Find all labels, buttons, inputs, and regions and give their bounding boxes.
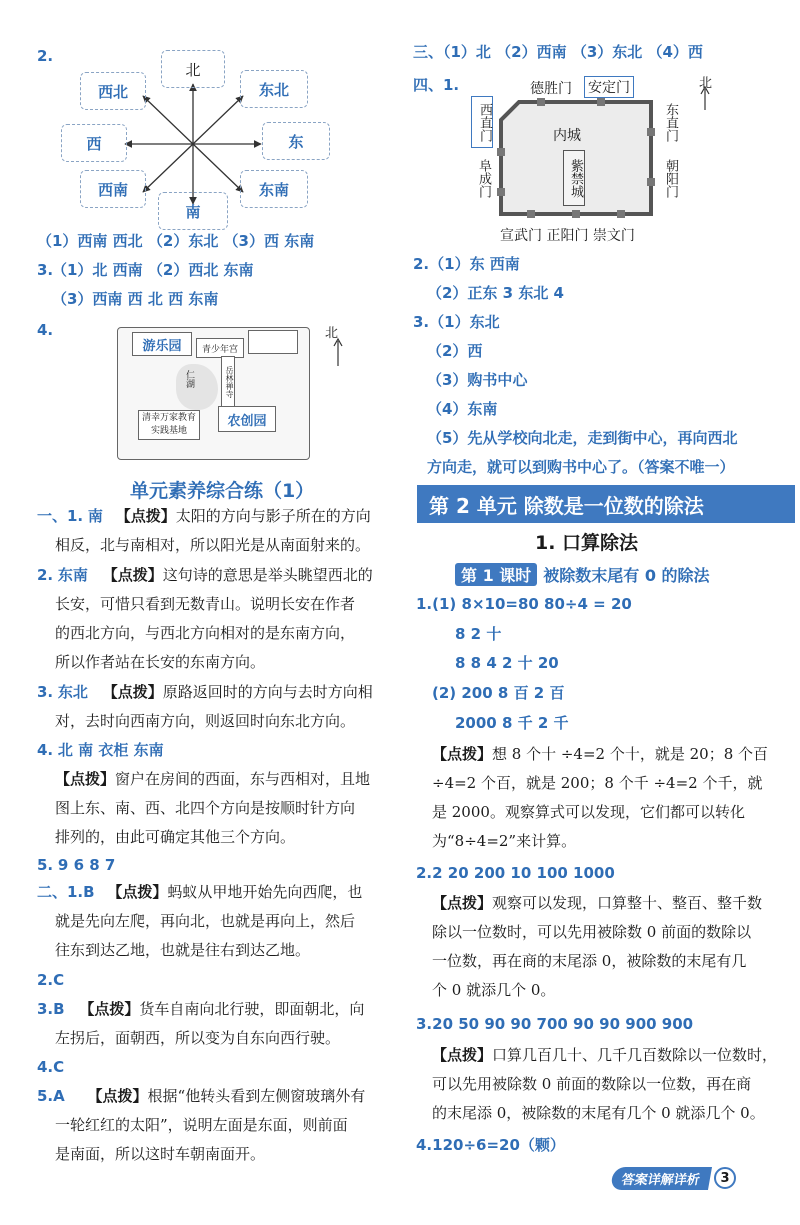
q2-answer: （1）西南 西北 （2）东北 （3）西 东南 (37, 232, 315, 250)
map-yuelin: 岳林禅寺 (221, 356, 235, 408)
r-section3-answer: 三、（1）北 （2）西南 （3）东北 （4）西 (413, 43, 703, 61)
compass-west-box: 西 (61, 124, 127, 162)
compass-southwest-box: 西南 (80, 170, 146, 208)
compass-east-box: 东 (262, 122, 330, 160)
sub-title: 1. 口算除法 (535, 532, 639, 554)
compass-southeast-box: 东南 (240, 170, 308, 208)
r3-line5a: （5）先从学校向北走，走到街中心，再向西北 (427, 429, 738, 447)
gate-anding: 安定门 (584, 76, 634, 98)
a1-tip-line4: 为“8÷4=2”来计算。 (432, 832, 577, 850)
r3-line5b: 方向走，就可以到购书中心了。（答案不唯一） (427, 458, 735, 476)
s3-line2: 对，去时向西南方向，则返回时向东北方向。 (55, 712, 356, 730)
north-arrow-icon (332, 338, 344, 368)
a3-tip-line1: 【点拨】口算几百几十、几千几百数除以一位数时， (432, 1046, 778, 1064)
q3-answer-line1: （1）北 西南 （2）西北 东南 (52, 261, 254, 279)
footer-tag (612, 1165, 762, 1191)
s1-line1: 一、1. 南 【点拨】太阳的方向与影子所在的方向 (37, 507, 371, 525)
map-renhu: 仁湖 (184, 370, 194, 388)
r3-line4: （4）东南 (427, 400, 498, 418)
t1-line3: 往东到达乙地，也就是往右到达乙地。 (55, 941, 311, 959)
practice-title: 单元素养综合练（1） (130, 480, 315, 502)
t1-line2: 就是先向左爬，再向北，也就是再向上，然后 (55, 912, 356, 930)
a2-tip-line1: 【点拨】观察可以发现，口算整十、整百、整千数 (432, 894, 763, 912)
map-q4-north-label: 北 (325, 326, 339, 341)
a3-tip-line2: 可以先用被除数 0 前面的数除以一位数，再在商 (432, 1075, 752, 1093)
a2-tip-line4: 个 0 就添几个 0。 (432, 981, 556, 999)
q3-answer-line2: （3）西南 西 北 西 东南 (52, 290, 219, 308)
r2-line1: 2.（1）东 西南 (413, 255, 520, 273)
a4-line: 4.120÷6=20（颗） (416, 1136, 565, 1154)
t3-line1: 3.B 【点拨】货车自南向北行驶，即面朝北，向 (37, 1000, 365, 1018)
a1-line3: 8 8 4 2 十 20 (455, 654, 559, 672)
r3-line3: （3）购书中心 (427, 371, 528, 389)
s4-line4: 排列的，由此可确定其他三个方向。 (55, 828, 296, 846)
unit-banner: 第 2 单元 除数是一位数的除法 (417, 485, 795, 523)
t5-line1: 5.A 【点拨】根据“他转头看到左侧窗玻璃外有 (37, 1087, 366, 1105)
map-youleyuan: 游乐园 (132, 332, 192, 356)
a3-tip-line3: 的末尾添 0，被除数的末尾有几个 0 就添几个 0。 (432, 1104, 765, 1122)
city-north-label: 北 (699, 76, 713, 91)
s3-line1: 3. 东北 【点拨】原路返回时的方向与去时方向相 (37, 683, 373, 701)
a1-line1: 1.(1) 8×10=80 80÷4 = 20 (416, 595, 632, 613)
r3-line2: （2）西 (427, 342, 483, 360)
s2-line1: 2. 东南 【点拨】这句诗的意思是举头眺望西北的 (37, 566, 373, 584)
gate-desheng: 德胜门 (530, 81, 572, 97)
city-neicheng: 内城 (553, 128, 581, 144)
gate-xizhi: 西直门 (471, 96, 493, 148)
s4-line3: 图上东、南、西、北四个方向是按顺时针方向 (55, 799, 356, 817)
t5-line2: 一轮红红的太阳”，说明左面是东面，则前面 (55, 1116, 348, 1134)
s2-line3: 的西北方向，与西北方向相对的是东南方向， (55, 624, 356, 642)
map-blank-box (248, 330, 298, 354)
compass-south-box: 南 (158, 192, 228, 230)
r-section4-number: 四、1. (413, 76, 460, 94)
gate-dongzhi: 东直门 (663, 102, 678, 142)
page-number: 3 (714, 1167, 736, 1189)
map-q4 (117, 327, 310, 460)
r3-line1: 3.（1）东北 (413, 313, 500, 331)
a1-tip-line2: ÷4=2 个百，就是 200；8 个千 ÷4=2 个千，就 (432, 774, 763, 792)
gates-south: 宣武门 正阳门 崇文门 (500, 228, 635, 244)
q4-number: 4. (37, 321, 54, 339)
s5-line: 5. 9 6 8 7 (37, 856, 116, 874)
a1-tip-line1: 【点拨】想 8 个十 ÷4=2 个十，就是 20；8 个百 (432, 745, 769, 763)
compass-northwest-box: 西北 (80, 72, 146, 110)
s1-line2: 相反，北与南相对，所以阳光是从南面射来的。 (55, 536, 371, 554)
a1-tip-line3: 是 2000。观察算式可以发现，它们都可以转化 (432, 803, 745, 821)
s2-line4: 所以作者站在长安的东南方向。 (55, 653, 266, 671)
t5-line3: 是南面，所以这时车朝南面开。 (55, 1145, 266, 1163)
q3-number: 3. (37, 261, 54, 279)
map-qingshaonian: 青少年宫 (196, 338, 244, 358)
t1-line1: 二、1.B 【点拨】蚂蚁从甲地开始先向西爬，也 (37, 883, 363, 901)
a2-tip-line3: 一位数，再在商的末尾添 0，被除数的末尾有几 (432, 952, 747, 970)
q2-number: 2. (37, 47, 54, 65)
compass-north-box: 北 (161, 50, 225, 88)
map-qingdi: 清幸万家教育实践基地 (138, 410, 200, 440)
compass-northeast-box: 东北 (240, 70, 308, 108)
city-zijin: 紫禁城 (563, 150, 585, 206)
city-north-arrow-icon (699, 86, 711, 112)
a1-line5: 2000 8 千 2 千 (455, 714, 569, 732)
map-nongchuang: 农创园 (218, 406, 276, 432)
a2-line: 2.2 20 200 10 100 1000 (416, 864, 615, 882)
a1-line4: (2) 200 8 百 2 百 (432, 684, 565, 702)
gate-fucheng: 阜成门 (476, 158, 491, 198)
a1-line2: 8 2 十 (455, 625, 502, 643)
a3-line: 3.20 50 90 90 700 90 90 900 900 (416, 1015, 694, 1033)
s4-line1: 4. 北 南 衣柜 东南 (37, 741, 164, 759)
r2-line2: （2）正东 3 东北 4 (427, 284, 564, 302)
s4-line2: 【点拨】窗户在房间的西面，东与西相对，且地 (55, 770, 371, 788)
lesson-header: 第 1 课时 被除数末尾有 0 的除法 (455, 563, 710, 586)
t3-line2: 左拐后，面朝西，所以变为自东向西行驶。 (55, 1029, 341, 1047)
t4-line: 4.C (37, 1058, 65, 1076)
t2-line: 2.C (37, 971, 65, 989)
s2-line2: 长安，可惜只看到无数青山。说明长安在作者 (55, 595, 356, 613)
gate-chaoyang: 朝阳门 (663, 158, 678, 198)
a2-tip-line2: 除以一位数时，可以先用被除数 0 前面的数除以 (432, 923, 752, 941)
footer-label: 答案详解详析 (610, 1167, 712, 1190)
